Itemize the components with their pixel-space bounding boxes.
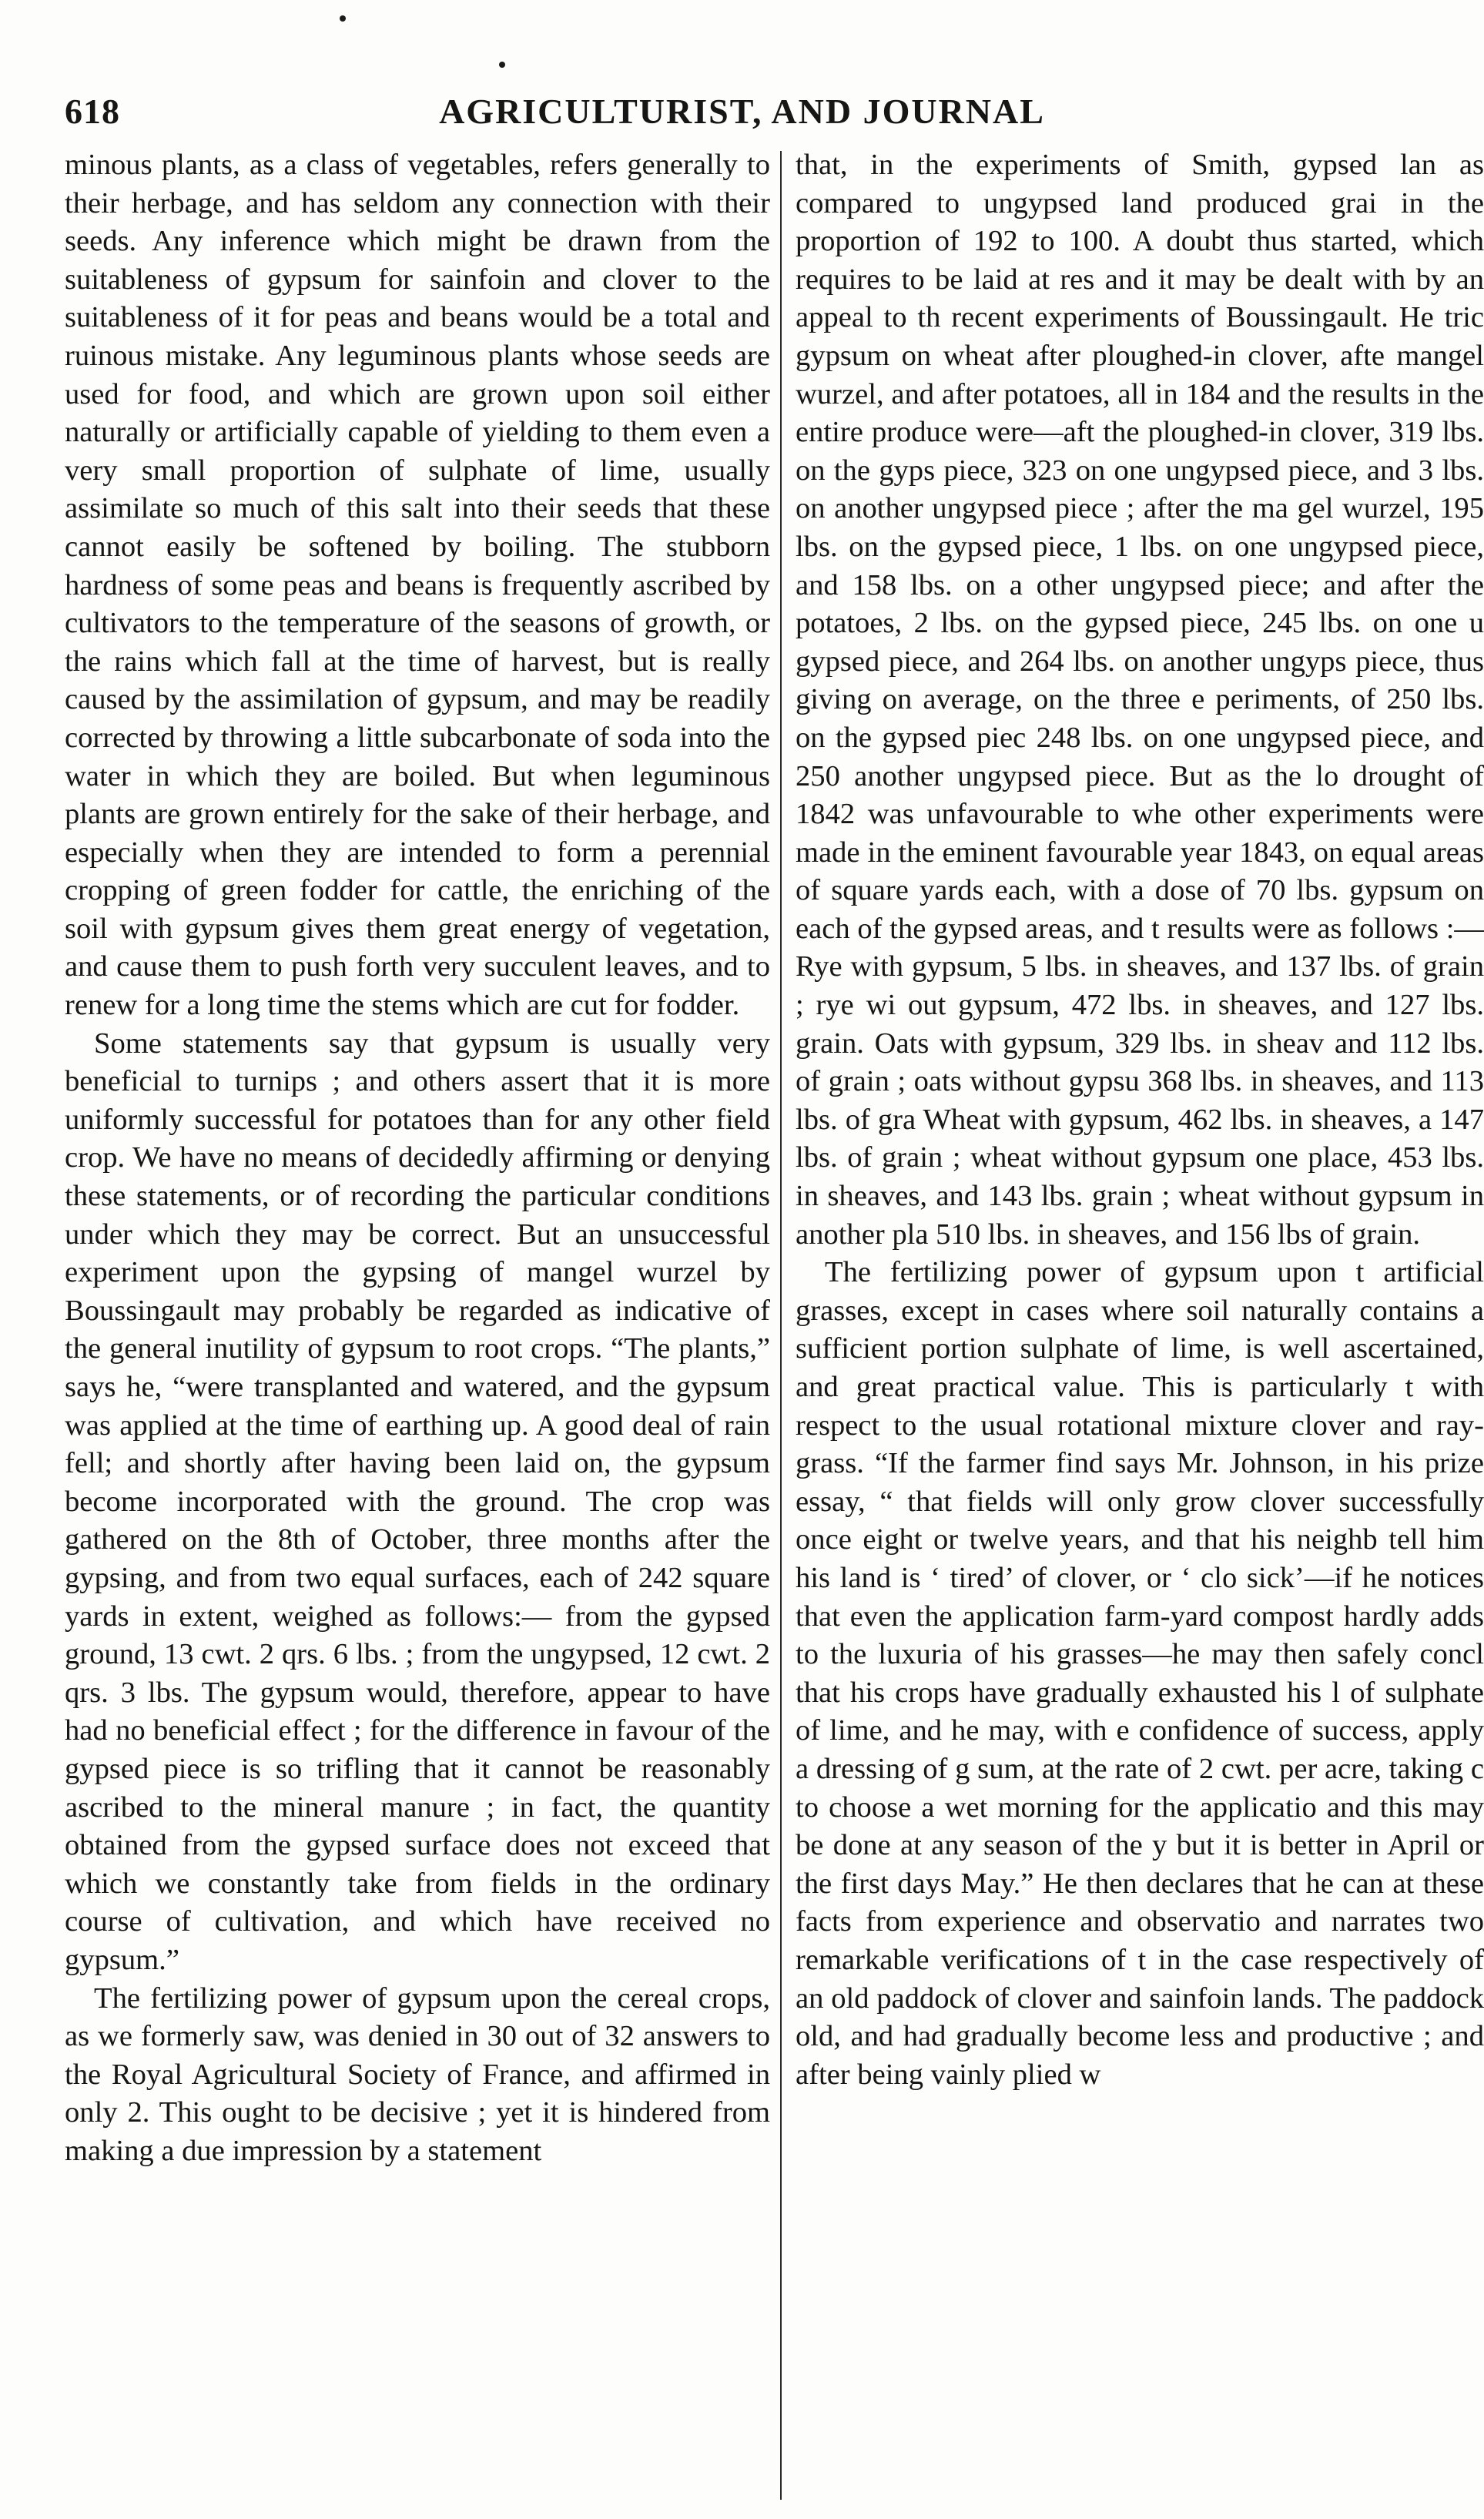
paragraph: The fertilizing power of gypsum upon the cereal crops, as we formerly saw, was denied in 30 out of 32 answers to the Royal Agricultural Society of France, and affirmed in only 2. This ought to be decisive ; yet it is hindered from making a due impression by a statement <box>65 1981 770 2167</box>
column-divider <box>780 151 782 2500</box>
paragraph: Some statements say that gypsum is usually very beneficial to turnips ; and others assert that it is more uniformly successful for potatoes than for any other field crop. We have no means of decidedly affirming or denying these statements, or of recording the particular conditions under which they may be correct. But an unsuccessful experiment upon the gypsing of mangel wurzel by Boussingault may probably be regarded as indicative of the general inutility of gypsum to root crops. “The plants,” says he, “were transplanted and watered, and the gypsum was applied at the time of earthing up. A good deal of rain fell; and shortly after having been laid on, the gypsum become incorporated with the ground. The crop was gathered on the 8th of October, three months after the gypsing, and from two equal surfaces, each of 242 square yards in extent, weighed as follows:— from the gypsed ground, 13 cwt. 2 qrs. 6 lbs. ; from the ungypsed, 12 cwt. 2 qrs. 3 lbs. The gypsum would, therefore, appear to have had no beneficial effect ; for the difference in favour of the gypsed piece is so trifling that it cannot be reasonably ascribed to the mineral manure ; in fact, the quantity obtained from the gypsed surface does not exceed that which we constantly take from fields in the ordinary course of cultivation, and which have received no gypsum.” <box>65 1027 770 1976</box>
right-column <box>796 146 1484 2495</box>
paragraph: The fertilizing power of gypsum upon t artificial grasses, except in cases where soil naturally contains a sufficient portion sulphate of lime, is well ascertained, and great practical value. This is particularly t with respect to the usual rotational mixture clover and ray-grass. “If the farmer find says Mr. Johnson, in his prize essay, “ that fields will only grow clover successfully once eight or twelve years, and that his neighb tell him his land is ‘ tired’ of clover, or ‘ clo sick’—if he notices that even the application farm-yard compost hardly adds to the luxuria of his grasses—he may then safely concl that his crops have gradually exhausted his l of sulphate of lime, and he may, with e confidence of success, apply a dressing of g sum, at the rate of 2 cwt. per acre, taking c to choose a wet morning for the applicatio and this may be done at any season of the y but it is better in April or the first days May.” He then declares that he can at these facts from experience and observatio and narrates two remarkable verifications of t in the case respectively of an old paddock of clover and sainfoin lands. The paddock old, and had gradually become less and productive ; and after being vainly plied w <box>796 1256 1484 2091</box>
ink-speck <box>340 15 346 22</box>
left-column <box>65 146 770 2495</box>
page-header <box>0 91 1484 137</box>
paragraph: minous plants, as a class of vegetables, refers generally to their herbage, and has seldom any connection with their seeds. Any inference which might be drawn from the suitableness of gypsum for sainfoin and clover to the suitableness of it for peas and beans would be a total and ruinous mistake. Any leguminous plants whose seeds are used for food, and which are grown upon soil either naturally or artificially capable of yielding to them even a very small proportion of sulphate of lime, usually assimilate so much of this salt into their seeds that these cannot easily be softened by boiling. The stubborn hardness of some peas and beans is frequently ascribed by cultivators to the temperature of the seasons of growth, or the rains which fall at the time of harvest, but is really caused by the assimilation of gypsum, and may be readily corrected by throwing a little subcarbonate of soda into the water in which they are boiled. But when leguminous plants are grown entirely for the sake of their herbage, and especially when they are intended to form a perennial cropping of green fodder for cattle, the enriching of the soil with gypsum gives them great energy of vegetation, and cause them to push forth very succulent leaves, and to renew for a long time the stems which are cut for fodder. <box>65 149 770 1022</box>
paragraph: that, in the experiments of Smith, gypsed lan as compared to ungypsed land produced grai in the proportion of 192 to 100. A doubt thus started, which requires to be laid at res and it may be dealt with by an appeal to th recent experiments of Boussingault. He tric gypsum on wheat after ploughed-in clover, afte mangel wurzel, and after potatoes, all in 184 and the results in the entire produce were—aft the ploughed-in clover, 319 lbs. on the gyps piece, 323 on one ungypsed piece, and 3 lbs. on another ungypsed piece ; after the ma gel wurzel, 195 lbs. on the gypsed piece, 1 lbs. on one ungypsed piece, and 158 lbs. on a other ungypsed piece; and after the potatoes, 2 lbs. on the gypsed piece, 245 lbs. on one u gypsed piece, and 264 lbs. on another ungyps piece, thus giving on average, on the three e periments, of 250 lbs. on the gypsed piec 248 lbs. on one ungypsed piece, and 250 another ungypsed piece. But as the lo drought of 1842 was unfavourable to whe other experiments were made in the eminent favourable year 1843, on equal areas of square yards each, with a dose of 70 lbs. gypsum on each of the gypsed areas, and t results were as follows :—Rye with gypsum, 5 lbs. in sheaves, and 137 lbs. of grain ; rye wi out gypsum, 472 lbs. in sheaves, and 127 lbs. grain. Oats with gypsum, 329 lbs. in sheav and 112 lbs. of grain ; oats without gypsu 368 lbs. in sheaves, and 113 lbs. of gra Wheat with gypsum, 462 lbs. in sheaves, a 147 lbs. of grain ; wheat without gypsum one place, 453 lbs. in sheaves, and 143 lbs. grain ; wheat without gypsum in another pla 510 lbs. in sheaves, and 156 lbs of grain. <box>796 149 1484 1251</box>
ink-speck <box>499 62 505 68</box>
page-number: 618 <box>65 92 120 131</box>
running-title: AGRICULTURIST, AND JOURNAL <box>439 92 1045 131</box>
